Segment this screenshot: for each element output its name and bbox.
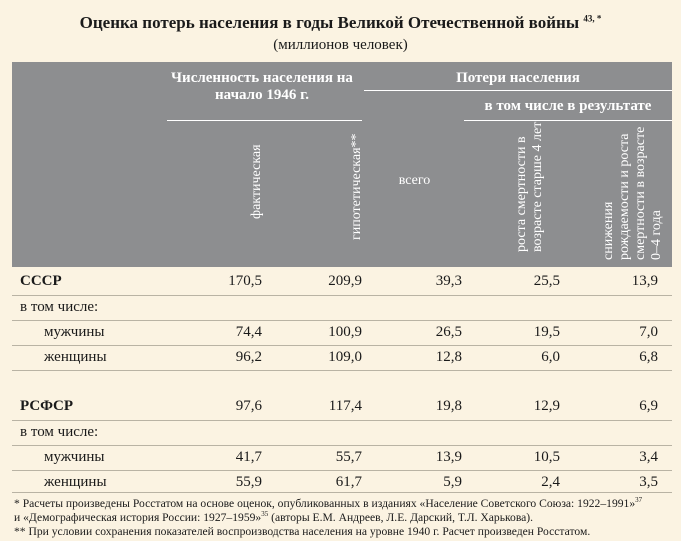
table-bottom-rule: [12, 492, 672, 493]
table-row: [12, 295, 672, 321]
cell-mortality: 25,5: [533, 273, 560, 289]
cell-total: 26,5: [435, 324, 462, 340]
footnotes: [14, 497, 674, 539]
footnote-1-text-b: и «Демографическая история России: 1927–1959»: [14, 511, 262, 524]
cell-mortality: 6,0: [541, 349, 560, 365]
header-col-mortality: роста смертности в возрасте старше 4 лет: [514, 121, 545, 252]
cell-actual: 74,4: [235, 324, 262, 340]
header-rule-population: [167, 120, 362, 121]
footnote-1-text-c: (авторы Е.М. Андреев, Л.Е. Дарский, Т.Л. Харькова).: [268, 511, 534, 524]
table-row: [12, 395, 672, 420]
cell-actual: 41,7: [235, 449, 262, 465]
cell-birth: 3,5: [639, 474, 658, 490]
cell-total: 5,9: [443, 474, 462, 490]
cell-actual: 55,9: [235, 474, 262, 490]
row-label: СССР: [20, 273, 62, 289]
cell-birth: 7,0: [639, 324, 658, 340]
table-row: [12, 445, 672, 471]
header-col-total: всего: [398, 173, 431, 188]
table-row: [12, 345, 672, 371]
cell-actual: 97,6: [235, 398, 262, 414]
footnote-1-ref-2: 35: [261, 510, 269, 519]
cell-actual: 96,2: [235, 349, 262, 365]
row-label: женщины: [44, 349, 107, 365]
cell-hypothetical: 117,4: [328, 398, 362, 414]
cell-mortality: 2,4: [541, 474, 560, 490]
cell-total: 13,9: [435, 449, 462, 465]
cell-hypothetical: 61,7: [335, 474, 362, 490]
header-col-hypothetical: гипотетическая**: [349, 133, 364, 240]
cell-birth: 3,4: [639, 449, 658, 465]
cell-total: 19,8: [435, 398, 462, 414]
header-including-result: в том числе в результате: [484, 98, 652, 114]
cell-birth: 13,9: [631, 273, 658, 289]
cell-hypothetical: 55,7: [335, 449, 362, 465]
row-label: РСФСР: [20, 398, 74, 414]
cell-mortality: 19,5: [533, 324, 560, 340]
page-subtitle: (миллионов человек): [273, 37, 408, 53]
page-title: [0, 13, 681, 33]
header-population-group: Численность населения на начало 1946 г.: [171, 70, 353, 103]
cell-actual: 170,5: [228, 273, 262, 289]
row-label: мужчины: [44, 324, 105, 340]
cell-hypothetical: 109,0: [328, 349, 362, 365]
table-row: [12, 320, 672, 346]
table-row: [12, 270, 672, 295]
cell-hypothetical: 209,9: [328, 273, 362, 289]
header-col-birth: снижения рождаемости и роста смертности в возрасте 0–4 года: [601, 126, 664, 260]
header-col-actual: фактическая: [249, 144, 264, 219]
row-label: мужчины: [44, 449, 105, 465]
cell-hypothetical: 100,9: [328, 324, 362, 340]
cell-total: 39,3: [435, 273, 462, 289]
table-spacer: [12, 370, 672, 391]
table-row: [12, 420, 672, 446]
row-label: женщины: [44, 474, 107, 490]
cell-mortality: 12,9: [533, 398, 560, 414]
row-label: в том числе:: [20, 299, 99, 315]
table-header: [12, 62, 672, 267]
cell-birth: 6,9: [639, 398, 658, 414]
title-refs: 43, *: [583, 13, 602, 24]
title-text: Оценка потерь населения в годы Великой Отечественной войны: [79, 13, 580, 32]
row-label: в том числе:: [20, 424, 99, 440]
header-losses-group: Потери населения: [456, 70, 580, 86]
footnote-1-ref-1: 37: [635, 496, 643, 505]
footnote-1: [14, 497, 674, 511]
cell-birth: 6,8: [639, 349, 658, 365]
cell-total: 12,8: [435, 349, 462, 365]
header-rule-losses: [364, 90, 672, 91]
footnote-1-text-a: * Расчеты произведены Росстатом на основе оценок, опубликованных в изданиях «Население Советского Союза: 1922–1991»: [14, 497, 636, 510]
footnote-1-cont: [14, 511, 674, 525]
footnote-2: ** При условии сохранения показателей воспроизводства населения на уровне 1940 г. Расчет произведен Росстатом.: [14, 525, 591, 538]
cell-mortality: 10,5: [533, 449, 560, 465]
